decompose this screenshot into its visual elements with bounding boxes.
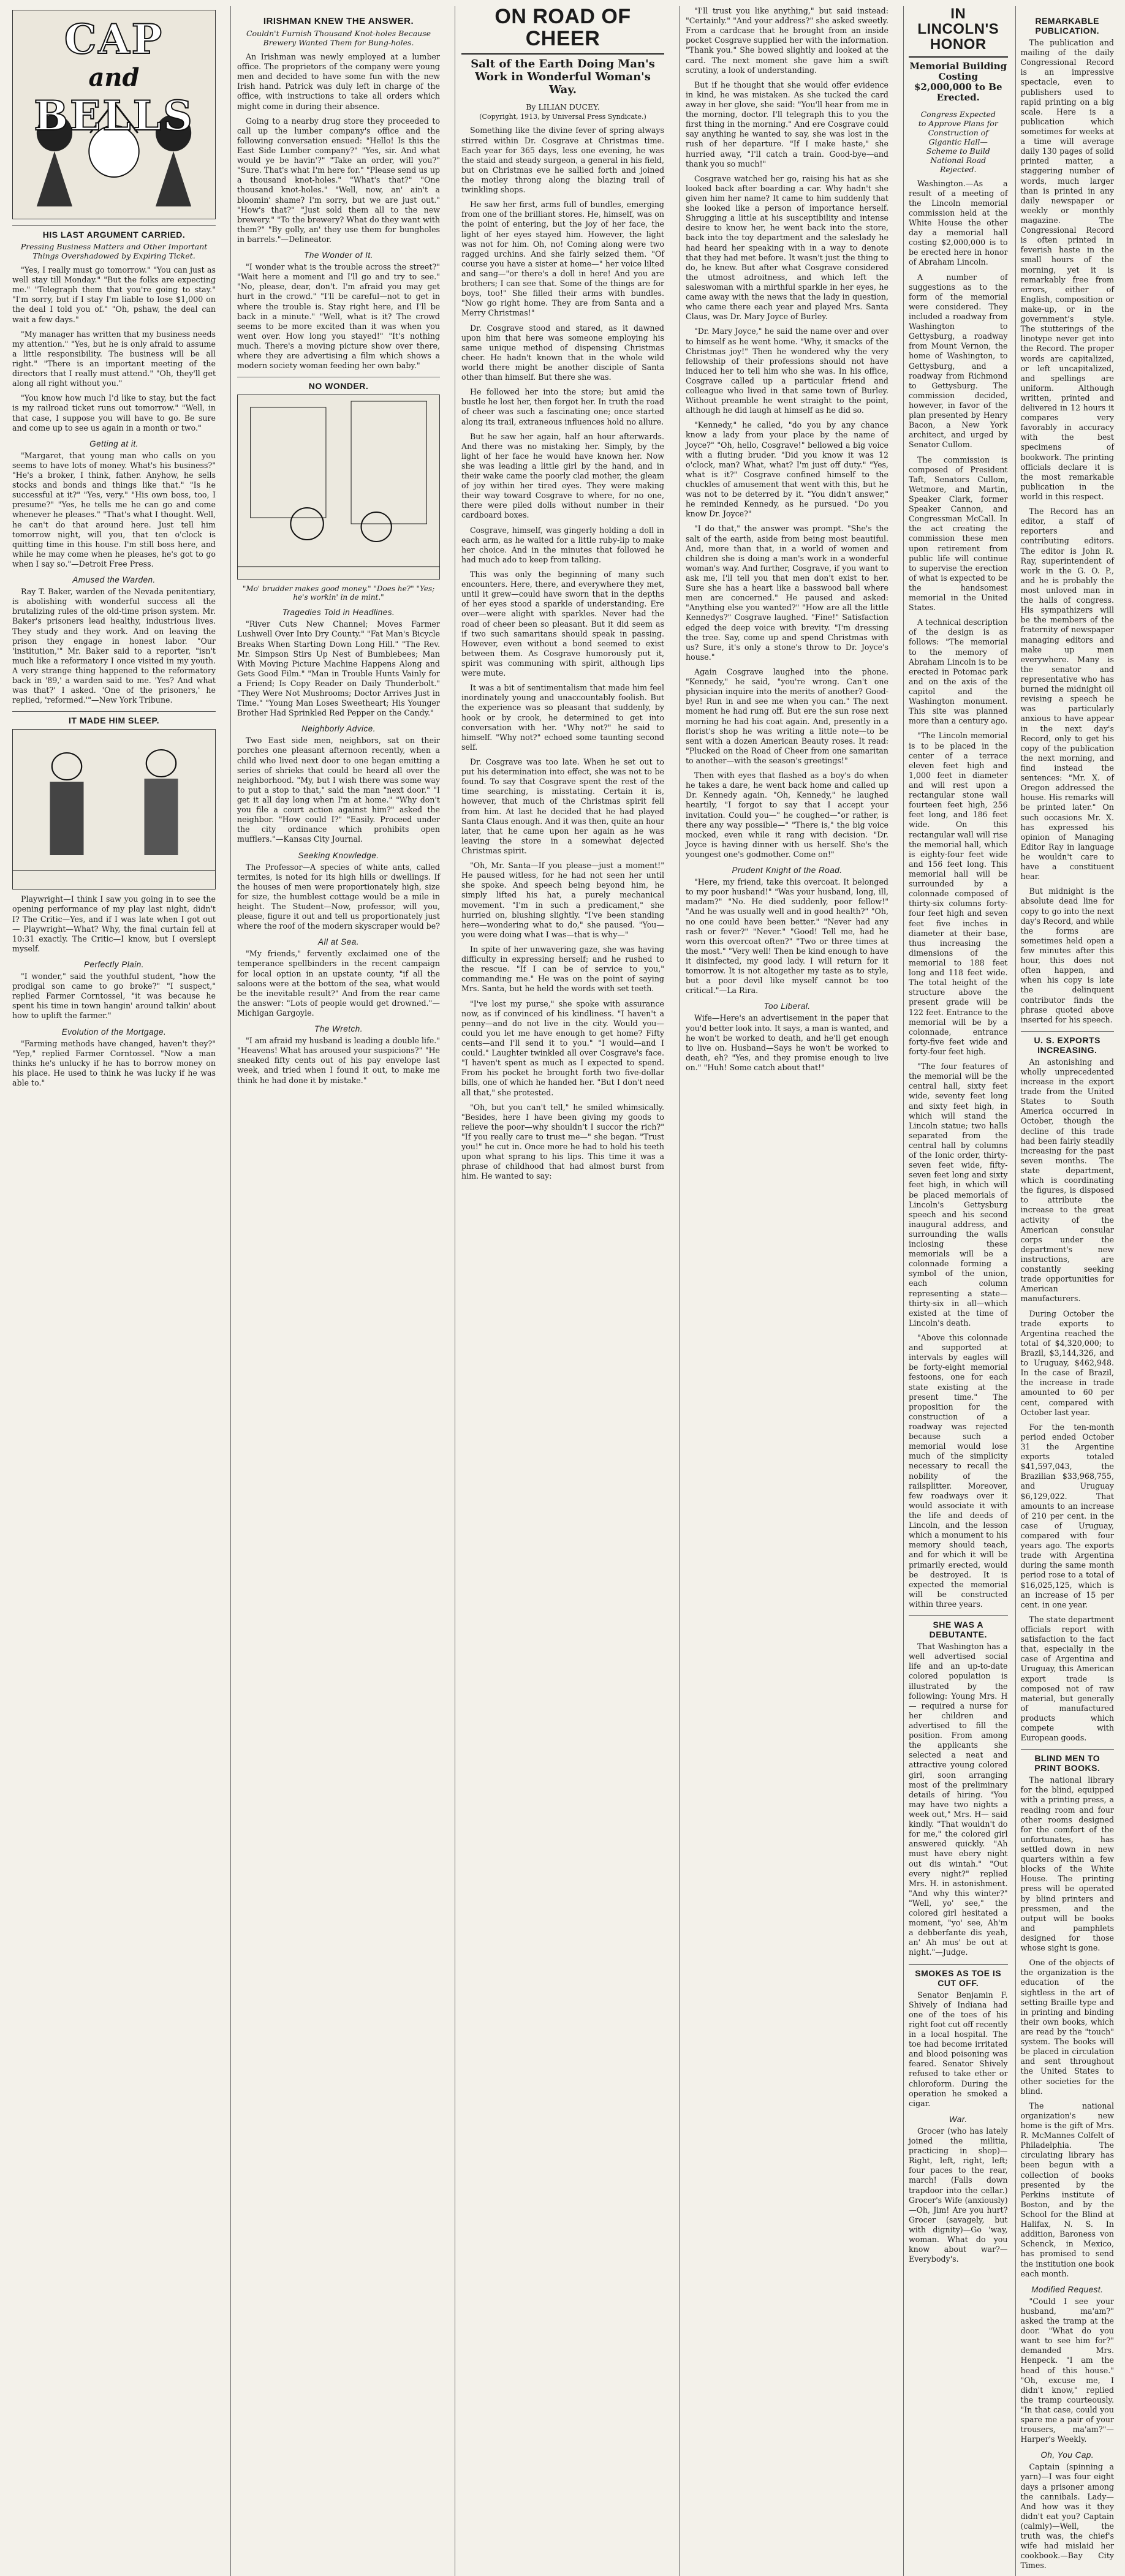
article-paragraph: "Here, my friend, take this overcoat. It belonged to my poor husband!" "Was your husband, long, ill, madam?" "No. He died suddenly, poor fellow!" "And he was usually well and in good health?" "Oh, no one could have been better." "Never had any rash or fever?" "Never." "Good! Tell me, had he worn this overcoat often?" "Two or three times at the most." "Very well! Then be kind enough to have it disinfected, my good lady. I will return for it tomorrow. It is not altogether my taste as to style, but a poor devil like myself cannot be too critical."—La Rira. — [686, 877, 888, 995]
article-paragraph: An Irishman was newly employed at a lumber office. The proprietors of the company were young men and decided to have some fun with the new Irish hand. Patrick was duly left in charge of the office, with instructions to take all orders which might come in during their absence. — [237, 52, 440, 111]
headline-modified-request: Modified Request. — [1031, 2284, 1104, 2294]
article-paragraph: Washington.—As a result of a meeting of the Lincoln memorial commission held at the White House the other day a memorial hall costing $2,000,000 is to be erected here in honor of Abraham Lincoln. — [909, 178, 1008, 267]
byline: By LILIAN DUCEY. — [526, 102, 600, 112]
headline-all-at-sea: All at Sea. — [317, 937, 360, 947]
article-paragraph: "My manager has written that my business needs my attention." "Yes, but he is only afraid to assume a little responsibility. The business will be all right." "There is an important meeting of the directors that I really must attend." "Oh, they'll get along all right without you." — [12, 329, 216, 388]
article-paragraph: Dr. Cosgrave stood and stared, as it dawned upon him that here was someone employing his same unique method of dispensing Christmas cheer. He hadn't known that in the whole wild world there might be another disciple of Santa other than himself. But there she was. — [461, 323, 664, 382]
headline-perfectly-plain: Perfectly Plain. — [83, 960, 145, 970]
article-paragraph: "Oh, Mr. Santa—If you please—just a moment!" He paused witless, for he had not seen her until she spoke. And speech being beyond him, he simply lifted his hat, a purely mechanical movement. "I'm in such a predicament," she hurried on, blushing slightly. "I've been standing here—wondering what to do," she paused. "You—you were doing what I was—that is why—" — [461, 861, 664, 939]
article-paragraph: The Record has an editor, a staff of reporters and contributing editors. The editor is John R. Ray, superintendent of work in the G. O. P., and he is probably the most unloved man in the halls of congress. His sympathizers will be the members of the fraternity of newspaper managing editors and make up men everywhere. Many is the senator and representative who has burned the midnight oil revising a speech he was particularly anxious to have appear in the next day's Record, only to get his copy of the publication the next morning, and find instead the sentences: "Mr. X. of Oregon addressed the house. His remarks will be printed later." On such occasions Mr. X. has expressed his opinion of Managing Editor Ray in language he wouldn't care to have a constituent hear. — [1020, 507, 1114, 882]
article-paragraph: It was a bit of sentimentalism that made him feel inordinately young and unaccountably foolish. But the experience was so pleasant that suddenly, by hook or by crook, he determined to get into conversation with her. "Why not?" he said to himself. "Why not?" echoed some taunting second self. — [461, 683, 664, 752]
article-paragraph: The state department officials report with satisfaction to the fact that, especially in the case of Argentina and Uruguay, this American export trade is composed not of raw material, but generally of manufactured products which compete with European goods. — [1020, 1614, 1114, 1743]
article-paragraph: Going to a nearby drug store they proceeded to call up the lumber company's office and the following conversation ensued: "Hello! Is this the East Side Lumber company?" "Yes, sir. And what would ye be havin'?" "Take an order, will you?" "Sure. That's what I'm here for." "Please send us up a thousand knot-holes." "What's that?" "One thousand knot-holes." "Well, now, an' ain't a bloomin' shame? I'm sorry, but we are just out." "How's that?" "Just sold them all to the new brewery." "To the brewery? What do they want with them?" "By golly, an' they use them for bungholes in barrels."—Delineator. — [237, 116, 440, 244]
article-paragraph: The publication and mailing of the daily Congressional Record is an impressive spectacle, even to publishers used to rapid printing on a big scale. Here is a publication which sometimes for weeks at a time will average daily 130 pages of solid printed matter, a staggering number of words, much larger than is printed in any daily newspaper or weekly or monthly magazine. The Congressional Record is often printed in feverish haste in the small hours of the morning, yet it is remarkably free from errors, either of English, composition or make-up, or in the government's style. The stutterings of the linotype never get into the Record. The proper words are capitalized, or left uncapitalized, and spellings are uniform. Although written, printed and delivered in 12 hours it compares very favorably in accuracy with the best specimens of bookwork. The printing officials declare it is the most remarkable publication in the world in this respect. — [1020, 38, 1114, 502]
masthead-word-cap: CAP — [64, 15, 164, 63]
headline-road-of-cheer: ON ROAD OF CHEER — [461, 6, 664, 55]
article-paragraph: An astonishing and wholly unprecedented increase in the export trade from the United States to South America occurred in October, though the decline of this trade had been fairly steadily increasing for the past seven months. The state department, which is coordinating the figures, is disposed to attribute the increase to the great activity of the American consular corps under the department's new instructions, are constantly seeking trade opportunities for American manufacturers. — [1020, 1057, 1114, 1304]
article-paragraph: Dr. Cosgrave was too late. When he set out to put his determination into effect, she was not to be found. To say that Cosgrave spent the rest of the time searching, is misstating. Certain it is, however, that much of the Christmas spirit fell from him. At last he decided that he had played Santa Claus enough. And it was then, quite an hour later, that he came upon her again as he was leaving the store in a somewhat dejected Christmas spirit. — [461, 757, 664, 855]
article-paragraph: "Margaret, that young man who calls on you seems to have lots of money. What's his business?" "He's a broker, I think, father. Anyhow, he sells stocks and bonds and things like that." "Is he successful at it?" "Yes, very." "His own boss, too, I presume?" "Yes, he tells me he can go and come whenever he pleases." "That's what I thought. Well, he can't do that around here. Just tell him tomorrow night, will you, that ten o'clock is quitting time in this house. I'm still boss here, and while he may come when he pleases, he's got to go when I say so."—Detroit Free Press. — [12, 450, 216, 568]
headline-seeking-knowledge: Seeking Knowledge. — [298, 850, 379, 860]
article-paragraph: "Yes, I really must go tomorrow." "You can just as well stay till Monday." "But the folks are expecting me." "Telegraph them that you're going to stay." "I'm sorry, but if I stay I'm liable to lose $1,000 on the deal I told you of." "Oh, pshaw, the deal can wait a few days." — [12, 265, 216, 324]
deck-lincoln-congress: Congress Expected to Approve Plans for Construction of Gigantic Hall—Scheme to Build National Road Rejected. — [918, 109, 998, 174]
headline-remarkable-publication: REMARKABLE PUBLICATION. — [1035, 16, 1100, 36]
headline-made-him-sleep: IT MADE HIM SLEEP. — [12, 711, 216, 725]
article-paragraph: "I do that," the answer was prompt. "She's the salt of the earth, aside from being most beautiful. And, more than that, in a world of women and children she is doing a man's work in a wonderful woman's way. And further, Cosgrave, if you want to ask me, I'll tell you that men don't exist to her. Sure she has a heart like a basswood ball where men are concerned." He paused and asked: "Anything else you wanted?" "How are all the little Kennedys?" Cosgrave laughed. "Fine!" Satisfaction edged the deep voice with brevity. "I'm dressing the tree. Say, come up and spend Christmas with us? Sure, it's only a stone's throw to Dr. Joyce's house." — [686, 524, 888, 662]
column-5 — [903, 6, 1119, 2576]
headline-the-wretch: The Wretch. — [314, 1024, 363, 1034]
headline-prudent-knight: Prudent Knight of the Road. — [732, 866, 843, 875]
copyright-line: (Copyright, 1913, by Universal Press Syndicate.) — [479, 113, 646, 121]
article-paragraph: "I've lost my purse," she spoke with assurance now, as if convinced of his kindliness. "I haven't a penny—and do not live in the city. Would you—could you let me have enough to get home? Fifty cents—and I'll send it to you." "I would—and I could." Laughter twinkled all over Cosgrave's face. "I haven't spent as much as I expected to spend. From his pocket he brought forth two five-dollar bills, one of which he handed her. "But I don't need all that," she protested. — [461, 999, 664, 1097]
column-3 — [455, 6, 670, 2576]
article-paragraph: "You know how much I'd like to stay, but the fact is my railroad ticket runs out tomorrow." "Well, in that case, I suppose you will have to go. Be sure and come up to see us again in a month or two." — [12, 393, 216, 432]
cartoon-sleeping-men — [12, 729, 216, 890]
newspaper-page — [6, 5, 1119, 2570]
article-paragraph: "Above this colonnade and supported at intervals by eagles will be forty-eight memorial festoons, one for each state existing at the present time." The proposition for the construction of a roadway was rejected because such a memorial would lose much of the simplicity necessary to recall the nobility of the railsplitter. Moreover, few roadways over it would associate it with the life and deeds of Lincoln, and the lesson which a monument to his memory should teach, and for which it will be primarily erected, would be destroyed. It is expected the memorial will be constructed within three years. — [909, 1333, 1008, 1609]
masthead-word-bells: BELLS — [34, 92, 194, 140]
article-paragraph: "River Cuts New Channel; Moves Farmer Lushwell Over Into Dry County." "Fat Man's Bicycle Breaks When Starting Down Long Hill." "The Rev. Mr. Simpson Stirs Up Nest of Bumblebees; Man With Moving Picture Machine Happens Along and Gets Good Film." "Man in Trouble Hunts Vainly for a Friend; Is Copy Reader on Daily Thunderbolt." "They Were Not Mushrooms; Doctor Arrives Just in Time." "Young Man Loses Sweetheart; His Younger Brother Had Sprinkled Red Pepper on the Candy." — [237, 619, 440, 718]
cap-and-bells-masthead — [12, 10, 216, 219]
article-paragraph: The national library for the blind, equipped with a printing press, a reading room and four other rooms designed for the comfort of the unfortunates, has settled down in new quarters within a few blocks of the White House. The printing press will be operated by blind printers and pressmen, and the output will be books and pamphlets designed for those whose sight is gone. — [1020, 1775, 1114, 1953]
article-paragraph: Senator Benjamin F. Shively of Indiana had one of the toes of his right foot cut off recently in a local hospital. The toe had become irritated and blood poisoning was feared. Senator Shively refused to take ether or chloroform. During the operation he smoked a cigar. — [909, 1990, 1008, 2108]
article-paragraph: "My friends," fervently exclaimed one of the temperance spellbinders in the recent campaign for local option in an upstate county, "if all the saloons were at the bottom of the sea, what would be the inevitable result?" And from the rear came the answer: "Lots of people would get drowned."—Michigan Gargoyle. — [237, 949, 440, 1018]
column-5b — [1015, 6, 1115, 2576]
article-paragraph: But midnight is the absolute dead line for copy to go into the next day's Record, and while the forms are sometimes held open a few minutes after this hour, this does not often happen, and when his copy is late the delinquent contributor finds the phrase quoted above inserted for his speech. — [1020, 886, 1114, 1024]
article-paragraph: He saw her first, arms full of bundles, emerging from one of the brilliant stores. He, himself, was on the point of entering, but the joy of her face, the light of her eyes stayed him. However, the light was not for him. Oh, no! Coming along were two ragged urchins. And she fairly seized them. "Of course you have a sister at home—" her voice lilted and sang—"or there's a doll in here! And you are brothers; I can see that. Some of the things are for boys, too!" She filled their arms with bundles. "Now go right home. They are from Santa and a Merry Christmas!" — [461, 200, 664, 318]
column-5a — [909, 6, 1008, 2576]
article-paragraph: Two East side men, neighbors, sat on their porches one pleasant afternoon recently, when a child who lived next door to one began emitting a series of shrieks that could be heard all over the neighborhood. "My, but I wish there was some way to put a stop to that," said the man "next door." "I get it all day long when I'm at home." "Why don't you file a court action against him?" asked the neighbor. "How could I?" "Easily. Proceed under the city ordinance which prohibits open mufflers."—Kansas City Journal. — [237, 736, 440, 844]
headline-us-exports: U. S. EXPORTS INCREASING. — [1021, 1031, 1115, 1055]
article-paragraph: He followed her into the store; but amid the bustle he lost her, then forgot her. In truth the road of cheer was such a fascinating one; once started along its trail, extraneous influences hold no allure. — [461, 387, 664, 426]
column-1 — [6, 6, 222, 2576]
article-paragraph: But if he thought that she would offer evidence in kind, he was mistaken. As she tucked the card away in her glove, she said: "You'll hear from me in the morning, doctor. I'll telegraph this to you the first thing in the morning." And ere Cosgrave could say anything he wanted to say, she was lost in the rush of her departure. "If I make haste," she hurried away, "I'll catch a train. Good-bye—and thank you so much!" — [686, 80, 888, 168]
article-paragraph: The national organization's new home is the gift of Mrs. R. McMannes Colfelt of Philadelphia. The circulating library has been begun with a collection of books presented by the Perkins institute of Boston, and by the School for the Blind at Halifax, N. S. In addition, Baroness von Schenck, in Mexico, has promised to send the institution one book each month. — [1020, 2101, 1114, 2278]
headline-tragedies: Tragedies Told in Headlines. — [282, 608, 395, 618]
article-paragraph: Again Cosgrave laughed into the phone. "Kennedy," he said, "you're wrong. Can't one physician inquire into the merits of another? Good-bye! Run in and see me when you can." The next moment he had rung off. But ere the sun rose next morning he had his coat again. And, presently in a florist's shop he was writing a little note—to be sent with a dozen American Beauty roses. It read: "Plucked on the Road of Cheer from one samaritan to another—with the season's greetings!" — [686, 667, 888, 765]
article-paragraph: "Could I see your husband, ma'am?" asked the tramp at the door. "What do you want to see him for?" demanded Mrs. Henpeck. "I am the head of this house." "Oh, excuse me, I didn't know," replied the tramp courteously. "In that case, could you spare me a pair of your trousers, ma'am?"—Harper's Weekly. — [1020, 2296, 1114, 2444]
article-paragraph: Wife—Here's an advertisement in the paper that you'd better look into. It says, a man is wanted, and he won't be worked to death, and he'll get enough to live on. Husband—Says he won't be worked to death, eh? "Yes, and they promise enough to live on." "Huh! Some catch about that!" — [686, 1013, 888, 1072]
article-paragraph: "I'll trust you like anything," but said instead: "Certainly." "And your address?" she asked sweetly. From a cardcase that he brought from an inside pocket Cosgrave supplied her with the information. "Thank you." She bowed slightly and looked at the card. The next moment she gave him a swift scrutiny, a look of understanding. — [686, 6, 888, 75]
article-paragraph: In spite of her unwavering gaze, she was having difficulty in expressing herself; and he rushed to the rescue. "If I can be of service to you," commanding me." He was on the point of saying Mrs. Santa, but he held the words with set teeth. — [461, 944, 664, 994]
deck-lincoln-cost: Memorial Building Costing $2,000,000 to Be Erected. — [909, 60, 1007, 104]
article-paragraph: Playwright—I think I saw you going in to see the opening performance of my play last night, didn't I? The Critic—Yes, and if I was late when I got out— Playwright—What? Why, the final curtain fell at 10:31 exactly. The Critic—I know, but I overslept myself. — [12, 894, 216, 953]
article-paragraph: "I wonder what is the trouble across the street?" "Wait here a moment and I'll go and try to see." "No, please, dear, don't. I'm afraid you may get hurt in the crowd." "I'll be careful—not to get in where the trouble is. Stay right here, and I'll be back in a minute." "Well, what is it? The crowd seems to be more excited than it was when you went over. How long you stayed!" "It's nothing much. There's a moving picture show over there, where they are advertising a film which shows a modern society woman feeding her own baby." — [237, 262, 440, 371]
article-paragraph: For the ten-month period ended October 31 the Argentine exports totaled $41,597,043, the Brazilian $33,968,755, and Uruguay $6,129,022. That amounts to an increase of 210 per cent. in the case of Uruguay, compared with four years ago. The exports trade with Argentina during the same month period rose to a total of $16,025,125, which is an increase of 15 per cent. in one year. — [1020, 1422, 1114, 1609]
article-paragraph: Ray T. Baker, warden of the Nevada penitentiary, is abolishing with wonderful success all the brutalizing rules of the old-time prison system. Mr. Baker's prisoners lead healthy, industrious lives. They study and they work. And on leaving the prison they engage in honest labor. "Our 'institution,'" Mr. Baker said to a reporter, "isn't much like a reformatory I once visited in my youth. A very strange thing happened to the reformatory back in '89,' a warden said to me. 'Yes? And what was that?' I asked. 'One of the prisoners,' he replied, 'reformed.'"—New York Tribune. — [12, 587, 216, 705]
article-paragraph: "Dr. Mary Joyce," he said the name over and over to himself as he went home. "Why, it smacks of the Christmas joy!" Then he wondered why the very fellowship of their professions should not have induced her to tell him who she was. In his office, Cosgrave called up a particular friend and colleague who lived in that same town of Burley. Without preamble he went straight to the point, although he did laugh at himself as he did so. — [686, 327, 888, 415]
article-paragraph: "Farming methods have changed, haven't they?" "Yep," replied Farmer Corntossel. "Now a man thinks he's unlucky if he has to borrow money on his place. He used to think he was lucky if he was able to." — [12, 1038, 216, 1088]
article-paragraph: Something like the divine fever of spring always stirred within Dr. Cosgrave at Christmas time. Each year for 365 days, less one evening, he was the staid and steady surgeon, a general in his field, but on Christmas eve he sallied forth and joined the motley throng along the blazing trail of twinkling shops. — [461, 126, 664, 195]
article-paragraph: Cosgrave, himself, was gingerly holding a doll in each arm, as he waited for a little ruby-lip to make her choice. And in the minutes that followed he had much ado to keep from talking. — [461, 525, 664, 564]
cartoon-illustration — [238, 395, 439, 579]
headline-getting-at-it: Getting at it. — [89, 439, 138, 448]
masthead-word-and: and — [88, 63, 140, 92]
article-paragraph: Then with eyes that flashed as a boy's do when he takes a dare, he went back home and called up Dr. Kennedy again. "Oh, Kennedy," he laughed heartily, "I forgot to say that I accept your invitation. Could you—" he coughed—"or rather, is there any way possible—" "There is," the big voice mocked, even while it rang with decision. "Dr. Joyce is having dinner with us herself. She's the youngest one's godmother. Come on!" — [686, 771, 888, 859]
article-paragraph: But he saw her again, half an hour afterwards. And there was no mistaking her. Simply, by the light of her face he would have known her. Now she was leading a little girl by the hand, and in their wake came the poorly clad mother, the gleam of joy within her tired eyes. They were making their way toward Cosgrave to where, for no one, there were piled dolls without number in their cardboard boxes. — [461, 431, 664, 520]
headline-debutante: SHE WAS A DEBUTANTE. — [909, 1615, 1008, 1639]
headline-irishman: IRISHMAN KNEW THE ANSWER. — [263, 16, 414, 26]
cartoon-illustration — [13, 730, 215, 889]
article-paragraph: This was only the beginning of many such encounters. Here, there, and everywhere they met, until it grew—could have sworn that in the depths of her eyes stood a sparkle of understanding. Ere over—were alight with sparkles. Never had the road of cheer been so pleasant. But it did seem as if two such samaritans should speak in passing. However, even without a bond seemed to exist between them. As Cosgrave humorously put it, spirit was communing with spirit, although lips were mute. — [461, 570, 664, 678]
headline-neighborly-advice: Neighborly Advice. — [301, 724, 376, 734]
article-paragraph: Captain (spinning a yarn)—I was four eight days a prisoner among the cannibals. Lady—And how was it they didn't eat you? Captain (calmly)—Well, the truth was, the chief's wife had mislaid her cookbook.—Bay City Times. — [1020, 2462, 1114, 2570]
article-paragraph: A technical description of the design is as follows: "The memorial to the memory of Abraham Lincoln is to be erected in Potomac park and on the axis of the capitol and the Washington monument. This site was planned more than a century ago. — [909, 618, 1008, 726]
article-paragraph: "The four features of the memorial will be the central hall, sixty feet wide, seventy feet long and sixty feet high, in which will stand the Lincoln statue; two halls separated from the central hall by columns of the Ionic order, thirty-seven feet wide, fifty-seven feet long and sixty feet high, in which will be placed memorials of Lincoln's Gettysburg speech and his second inaugural address, and surrounding the walls inclosing these memorials will be a colonnade forming a symbol of the union, each column representing a state—thirty-six in all—which existed at the time of Lincoln's death. — [909, 1062, 1008, 1328]
deck-irishman: Couldn't Furnish Thousand Knot-holes Because Brewery Wanted Them for Bung-holes. — [246, 29, 431, 47]
article-paragraph: One of the objects of the organization is the education of the sightless in the art of setting Braille type and in printing and binding their own books, which are read by the "touch" system. The books will be placed in circulation and sent throughout the United States to other societies for the blind. — [1020, 1958, 1114, 2096]
headline-last-argument: HIS LAST ARGUMENT CARRIED. — [12, 225, 216, 240]
article-paragraph: "I wonder," said the youthful student, "how the prodigal son came to go broke?" "I suspect," replied Farmer Corntossel, "it was because he spent his time in town hangin' around talkin' about how to uplift the farmer." — [12, 972, 216, 1021]
headline-amused-warden: Amused the Warden. — [72, 575, 156, 585]
headline-war: War. — [949, 2114, 968, 2124]
headline-smokes-toe: SMOKES AS TOE IS CUT OFF. — [909, 1964, 1008, 1988]
deck-last-argument: Pressing Business Matters and Other Important Things Overshadowed by Expiring Ticket. — [20, 242, 208, 260]
headline-blind-men: BLIND MEN TO PRINT BOOKS. — [1021, 1749, 1115, 1773]
article-paragraph: That Washington has a well advertised social life and an up-to-date colored population is illustrated by the following: Young Mrs. H— required a nurse for her children and advertised to fill the position. From among the applicants she selected a neat and attractive young colored girl, soon arranging most of the preliminary details of hiring. "You may have two nights a week out," Mrs. H— said kindly. "That wouldn't do for me," the colored girl answered quickly. "Ah must have ebery night out dis wintah." "Out every night?" replied Mrs. H. in astonishment. "And why this winter?" "Well, yo' see," the colored girl hesitated a moment, "yo' see, Ah'm a debberfante dis yeah, an' Ah mus' be out at night."—Judge. — [909, 1642, 1008, 1957]
article-paragraph: Cosgrave watched her go, raising his hat as she looked back after boarding a car. Why hadn't she given him her name? It came to him suddenly that she looked like a person of importance herself. Shrugging a little at his susceptibility and intense desire to know her, he went back into the store, back into the toy department and the saleslady he had heard her speaking with in a way to denote that they had met before. It wasn't just the thing to do, he knew. But after what Cosgrave considered the utmost adroitness, and which left the saleswoman with a mirthful sparkle in her eyes, he came away with the news that the lady in question, who came there each year and played Mrs. Santa Claus, was Dr. Mary Joyce of Burley. — [686, 173, 888, 322]
headline-too-liberal: Too Liberal. — [763, 1002, 811, 1011]
article-paragraph: Grocer (who has lately joined the militia, practicing in shop)—Right, left, right, left; four paces to the rear, march! (Falls down trapdoor into the cellar.) Grocer's Wife (anxiously)—Oh, Jim! Are you hurt? Grocer (savagely, but with dignity)—Go 'way, woman. What do you know about war?—Everybody's. — [909, 2126, 1008, 2264]
headline-no-wonder: NO WONDER. — [237, 377, 440, 391]
article-paragraph: A number of suggestions as to the form of the memorial were considered. They included a roadway from Washington to Gettysburg, a roadway from Mount Vernon, the home of Washington, to Gettysburg, and a roadway from Richmond to Gettysburg. The commission decided, however, in favor of the plan presented by Henry Bacon, a New York architect, and urged by Senator Cullom. — [909, 272, 1008, 450]
headline-oh-you-cap: Oh, You Cap. — [1040, 2450, 1094, 2460]
article-paragraph: The commission is composed of President Taft, Senators Cullom, Wetmore, and Martin, Speaker Clark, former Speaker Cannon, and Congressman McCall. In the act creating the commission these men upon retirement from public life will continue to supervise the erection of what is expected to be the handsomest memorial in the United States. — [909, 455, 1008, 613]
article-paragraph: "Oh, but you can't tell," he smiled whimsically. "Besides, here I have been giving my goods to relieve the poor—why shouldn't I succor the rich?" "If you really care to trust me—" she began. "Trust you!" he cut in. Once more he had to hold his teeth upon what sprang to his lips. This time it was a phrase of childhood that had almost burst from him. He wanted to say: — [461, 1102, 664, 1181]
column-4 — [679, 6, 895, 2576]
cartoon-no-wonder — [237, 395, 440, 580]
article-paragraph: "The Lincoln memorial is to be placed in the center of a terrace eleven feet high and 1,000 feet in diameter and will rest upon a rectangular stone wall fourteen feet high, 256 feet long, and 186 feet wide. On this rectangular wall will rise the memorial hall, which is eighty-four feet wide and 156 feet long. This memorial hall will be surrounded by a colonnade composed of thirty-six columns forty-four feet high and seven feet five inches in diameter at their base, thus increasing the dimensions of the memorial to 188 feet long and 118 feet wide. The total height of the structure above the present grade will be 122 feet. Entrance to the memorial will be by a colonnade, entrance forty-five feet wide and forty-four feet high. — [909, 731, 1008, 1056]
headline-evolution-mortgage: Evolution of the Mortgage. — [61, 1027, 167, 1037]
caption-no-wonder: "Mo' brudder makes good money." "Does he?" "Yes; he's workin' in de mint." — [242, 584, 435, 602]
headline-wonder-of-it: The Wonder of It. — [304, 251, 373, 260]
article-paragraph: "I am afraid my husband is leading a double life." "Heavens! What has aroused your suspicions?" "He sneaked fifty cents out of his pay envelope last week, and tried when I found it out, to make me think he had done it by mistake." — [237, 1036, 440, 1085]
deck-road-of-cheer: Salt of the Earth Doing Man's Work in Wonderful Woman's Way. — [471, 58, 655, 96]
headline-lincolns-honor: IN LINCOLN'S HONOR — [909, 6, 1008, 58]
article-paragraph: The Professor—A species of white ants, called termites, is noted for its high hills or dwellings. If the houses of men were proportionately high, size for size, the humblest cottage would be a mile in height. The Student—Now, professor, will you, please, figure it out and tell us proportionately just where the roof of the modern skyscraper would be? — [237, 862, 440, 931]
article-paragraph: "Kennedy," he called, "do you by any chance know a lady from your place by the name of Joyce?" "Oh, hello, Cosgrave!" bellowed a big voice with a fluting bruder. "Did you know it was 12 o'clock, man? What, what? I'm just off duty." "Yes, what is it?" Cosgrave confined himself to the chuckles of amusement that went with this, but he was not to be deterred by it. "You didn't answer," he reminded Kennedy, as he pursued. "Do you know Dr. Joyce?" — [686, 420, 888, 519]
column-2 — [230, 6, 446, 2576]
article-paragraph: During October the trade exports to Argentina reached the total of $4,320,000; to Brazil, $3,144,326, and to Uruguay, $462,948. In the case of Brazil, the increase in trade amounted to 60 per cent, compared with October last year. — [1020, 1309, 1114, 1417]
